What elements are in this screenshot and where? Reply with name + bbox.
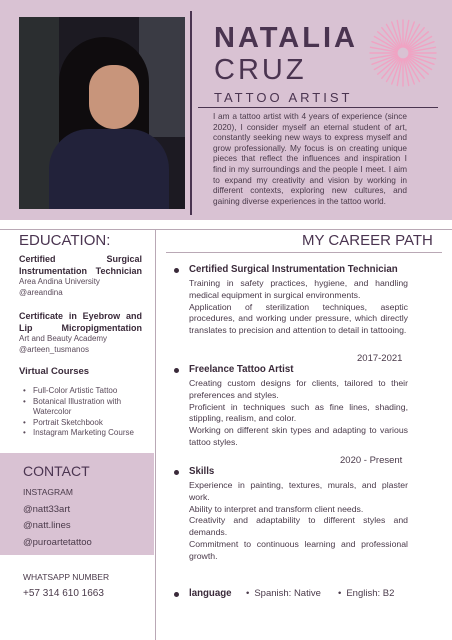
career-entry-paragraph: Creativity and adaptability to different styles and demands. [189, 515, 408, 538]
profile-photo [19, 17, 185, 209]
first-name: NATALIA [214, 22, 358, 54]
career-entry-paragraph: Commitment to continuous learning and professional growth. [189, 538, 408, 561]
about-text: I am a tattoo artist with 4 years of experience (since 2020), I consider myself an eternal student of art, constantly seeking new ways to express myself and grow professionally. My focus is on creating unique pieces that reflect the influences and inspiration I find in my surroundings and the people I meet. I aim to expand my creativity and vision by working in different contexts, exploring new cultures, and gaining diverse experiences in the tattoo world. [213, 111, 407, 206]
career-entry-description [189, 378, 408, 449]
job-role: TATTOO ARTIST [214, 90, 353, 105]
role-divider [198, 107, 438, 108]
education-item-title: Certificate in Eyebrow and Lip Micropigmentation [19, 311, 142, 333]
career-entry-date: 2020 - Present [340, 455, 403, 466]
career-entry-paragraph: Application of sterilization techniques, aseptic procedures, and working under pressure, which directly translates to precision and attention to detail in tattooing. [189, 301, 408, 336]
course-item: • Instagram Marketing Course [23, 428, 153, 439]
section-divider [0, 229, 452, 230]
whatsapp-label: WHATSAPP NUMBER [23, 572, 110, 582]
column-divider [155, 229, 156, 640]
bullet-icon [174, 592, 179, 597]
course-item: • Full-Color Artistic Tattoo [23, 386, 153, 397]
courses-heading: Virtual Courses [19, 366, 90, 377]
education-item [19, 253, 142, 298]
career-entry-paragraph: Working on different skin types and adapting to various tattoo styles. [189, 425, 408, 447]
instagram-handle: @natt.lines [23, 520, 71, 531]
career-entry-paragraph: Ability to interpret and transform client needs. [189, 503, 364, 514]
career-entry-paragraph: Experience in painting, textures, murals, and plaster work. [189, 480, 408, 502]
language-heading: language [189, 588, 232, 599]
career-entry-description [189, 278, 408, 337]
education-item-title: Certified Surgical Instrumentation Technician [19, 254, 142, 276]
education-item-handle: @arteen_tusmanos [19, 344, 89, 354]
career-divider [166, 252, 442, 253]
career-entry-paragraph: Creating custom designs for clients, tailored to their preferences and styles. [189, 378, 408, 400]
career-entry-title: Skills [189, 466, 215, 477]
instagram-handle: @natt33art [23, 504, 71, 515]
career-heading: MY CAREER PATH [302, 232, 433, 249]
career-entry-date: 2017-2021 [357, 353, 403, 364]
bullet-icon [174, 470, 179, 475]
education-item-handle: @areandina [19, 287, 63, 297]
course-item: • Portrait Sketchbook [23, 418, 153, 429]
career-entry-paragraph: Proficient in techniques such as fine lines, shading, stippling, realism, and color. [189, 401, 408, 424]
bullet-icon [174, 268, 179, 273]
course-item: • Botanical Illustration with Watercolor [23, 397, 153, 418]
header-divider [190, 11, 192, 215]
language-item: • English: B2 [338, 588, 394, 599]
bullet-icon [174, 368, 179, 373]
instagram-label: INSTAGRAM [23, 487, 73, 497]
education-item-school: Area Andina University [19, 277, 100, 286]
education-heading: EDUCATION: [19, 232, 111, 249]
education-item [19, 310, 142, 355]
education-item-school: Art and Beauty Academy [19, 334, 108, 343]
instagram-handle: @puroartetattoo [23, 537, 92, 548]
career-entry-paragraph: Training in safety practices, hygiene, and handling medical equipment in surgical environments. [189, 278, 408, 300]
courses-list [23, 386, 153, 439]
whatsapp-number: +57 314 610 1663 [23, 588, 104, 599]
sunburst-icon [368, 18, 438, 88]
last-name: CRUZ [214, 54, 307, 86]
language-item: • Spanish: Native [246, 588, 321, 599]
contact-heading: CONTACT [23, 463, 90, 479]
career-entry-description [189, 480, 408, 563]
career-entry-title: Freelance Tattoo Artist [189, 364, 294, 375]
career-entry-title: Certified Surgical Instrumentation Technician [189, 264, 398, 275]
